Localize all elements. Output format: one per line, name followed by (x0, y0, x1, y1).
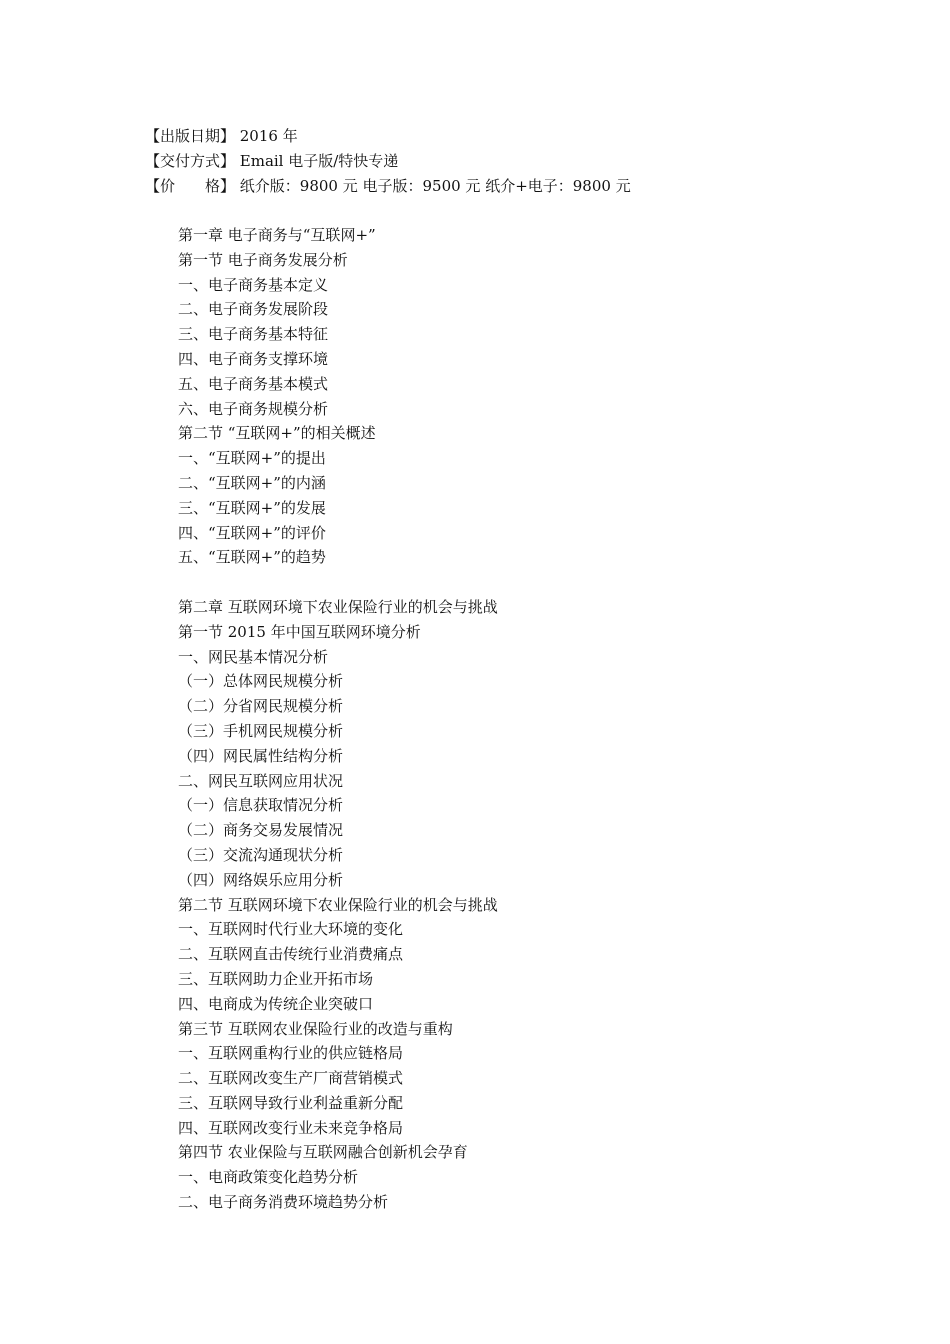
toc-subitem: （一）信息获取情况分析 (178, 796, 344, 815)
toc-subitem: （三）交流沟通现状分析 (178, 845, 344, 864)
toc-item: 二、互联网直击传统行业消费痛点 (178, 945, 404, 964)
section-title: 第三节 互联网农业保险行业的改造与重构 (178, 1019, 453, 1038)
toc-subitem: （二）商务交易发展情况 (178, 821, 344, 840)
toc-item: 二、互联网改变生产厂商营销模式 (178, 1069, 404, 1088)
section-title: 第二节 “互联网+”的相关概述 (178, 424, 376, 443)
chapter-title: 第二章 互联网环境下农业保险行业的机会与挑战 (178, 597, 498, 616)
chapter-title: 第一章 电子商务与“互联网+” (178, 226, 376, 244)
blank-line (178, 570, 858, 595)
toc-item: 五、电子商务基本模式 (178, 374, 329, 393)
toc-subitem: （三）手机网民规模分析 (178, 721, 344, 740)
toc-item: 三、互联网导致行业利益重新分配 (178, 1093, 404, 1112)
toc-subitem: （一）总体网民规模分析 (178, 672, 344, 691)
toc-item: 一、电商政策变化趋势分析 (178, 1168, 359, 1187)
toc-item: 一、网民基本情况分析 (178, 647, 329, 666)
toc-item: 二、电子商务消费环境趋势分析 (178, 1193, 389, 1212)
toc-item: 一、互联网重构行业的供应链格局 (178, 1044, 404, 1063)
section-title: 第一节 2015 年中国互联网环境分析 (178, 622, 421, 641)
toc-item: 六、电子商务规模分析 (178, 399, 329, 418)
toc-item: 一、“互联网+”的提出 (178, 449, 326, 468)
toc-subitem: （四）网络娱乐应用分析 (178, 870, 344, 889)
publish-date: 【出版日期】 2016 年 (145, 127, 298, 145)
report-meta (145, 124, 845, 198)
toc-item: 三、电子商务基本特征 (178, 325, 329, 344)
toc-item: 四、“互联网+”的评价 (178, 523, 326, 542)
section-title: 第四节 农业保险与互联网融合创新机会孕育 (178, 1143, 468, 1162)
toc-subitem: （四）网民属性结构分析 (178, 746, 344, 765)
toc-item: 四、电商成为传统企业突破口 (178, 994, 374, 1013)
toc-item: 三、“互联网+”的发展 (178, 498, 326, 517)
toc-subitem: （二）分省网民规模分析 (178, 697, 344, 716)
delivery-method: 【交付方式】 Email 电子版/特快专递 (145, 151, 399, 170)
toc-item: 四、电子商务支撑环境 (178, 349, 329, 368)
toc-item: 一、互联网时代行业大环境的变化 (178, 920, 404, 939)
price: 【价 格】 纸介版：9800 元 电子版：9500 元 纸介+电子：9800 元 (145, 176, 631, 195)
toc-item: 四、互联网改变行业未来竞争格局 (178, 1118, 404, 1137)
table-of-contents (178, 223, 858, 1215)
section-title: 第二节 互联网环境下农业保险行业的机会与挑战 (178, 895, 498, 914)
toc-item: 二、电子商务发展阶段 (178, 300, 329, 319)
toc-item: 一、电子商务基本定义 (178, 275, 329, 294)
toc-item: 三、互联网助力企业开拓市场 (178, 969, 374, 988)
section-title: 第一节 电子商务发展分析 (178, 250, 348, 269)
toc-item: 二、网民互联网应用状况 (178, 771, 344, 790)
toc-item: 五、“互联网+”的趋势 (178, 548, 326, 567)
toc-item: 二、“互联网+”的内涵 (178, 473, 326, 492)
